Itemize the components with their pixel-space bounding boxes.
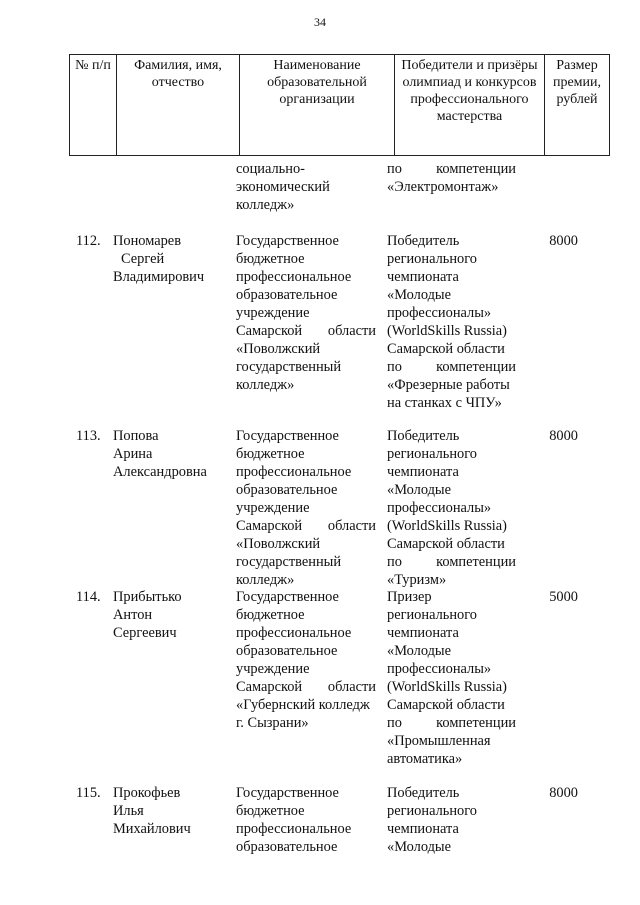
header-name: Фамилия, имя, отчество xyxy=(117,55,240,156)
header-num: № п/п xyxy=(70,55,117,156)
row-organization: Государственное бюджетное профессиональное образовательное xyxy=(236,785,352,855)
continuation-winner: по компетенции «Электромонтаж» xyxy=(387,161,516,195)
row-name: Прибытько Антон Сергеевич xyxy=(113,589,182,641)
row-organization: Государственное бюджетное профессиональное образовательное учреждение Самарской области «Губернский колледж г. Сызрани» xyxy=(236,589,376,731)
row-organization: Государственное бюджетное профессиональное образовательное учреждение Самарской области «Поволжский государственный колледж» xyxy=(236,428,376,588)
continuation-org: социально- экономический колледж» xyxy=(236,161,330,213)
row-name: Пономарев Сергей Владимирович xyxy=(113,233,205,285)
row-name: Попова Арина Александровна xyxy=(113,428,207,480)
row-prize: 8000 xyxy=(549,428,578,444)
row-name: Прокофьев Илья Михайлович xyxy=(113,785,191,837)
row-prize: 8000 xyxy=(549,785,578,801)
row-number: 113. xyxy=(76,428,101,444)
header-winners: Победители и призёры олимпиад и конкурсов профессионального мастерства xyxy=(395,55,545,156)
row-winner-text: Победитель регионального чемпионата «Молодые профессионалы» (WorldSkills Russia) Самарской области по компетенции «Туризм» xyxy=(387,428,516,588)
header-prize: Размер премии, рублей xyxy=(545,55,610,156)
row-winner-text: Победитель регионального чемпионата «Молодые профессионалы» (WorldSkills Russia) Самарской области по компетенции «Фрезерные работы на станках с ЧПУ» xyxy=(387,233,516,411)
row-organization: Государственное бюджетное профессиональное образовательное учреждение Самарской области «Поволжский государственный колледж» xyxy=(236,233,376,393)
row-number: 112. xyxy=(76,233,101,249)
row-number: 114. xyxy=(76,589,101,605)
table-header xyxy=(69,54,610,156)
row-prize: 5000 xyxy=(549,589,578,605)
row-winner-text: Победитель регионального чемпионата «Молодые xyxy=(387,785,477,855)
page-number: 34 xyxy=(314,15,326,29)
row-winner-text: Призер регионального чемпионата «Молодые профессионалы» (WorldSkills Russia) Самарской области по компетенции «Промышленная автоматика» xyxy=(387,589,516,767)
row-number: 115. xyxy=(76,785,101,801)
row-prize: 8000 xyxy=(549,233,578,249)
header-organization: Наименование образовательной организации xyxy=(240,55,395,156)
